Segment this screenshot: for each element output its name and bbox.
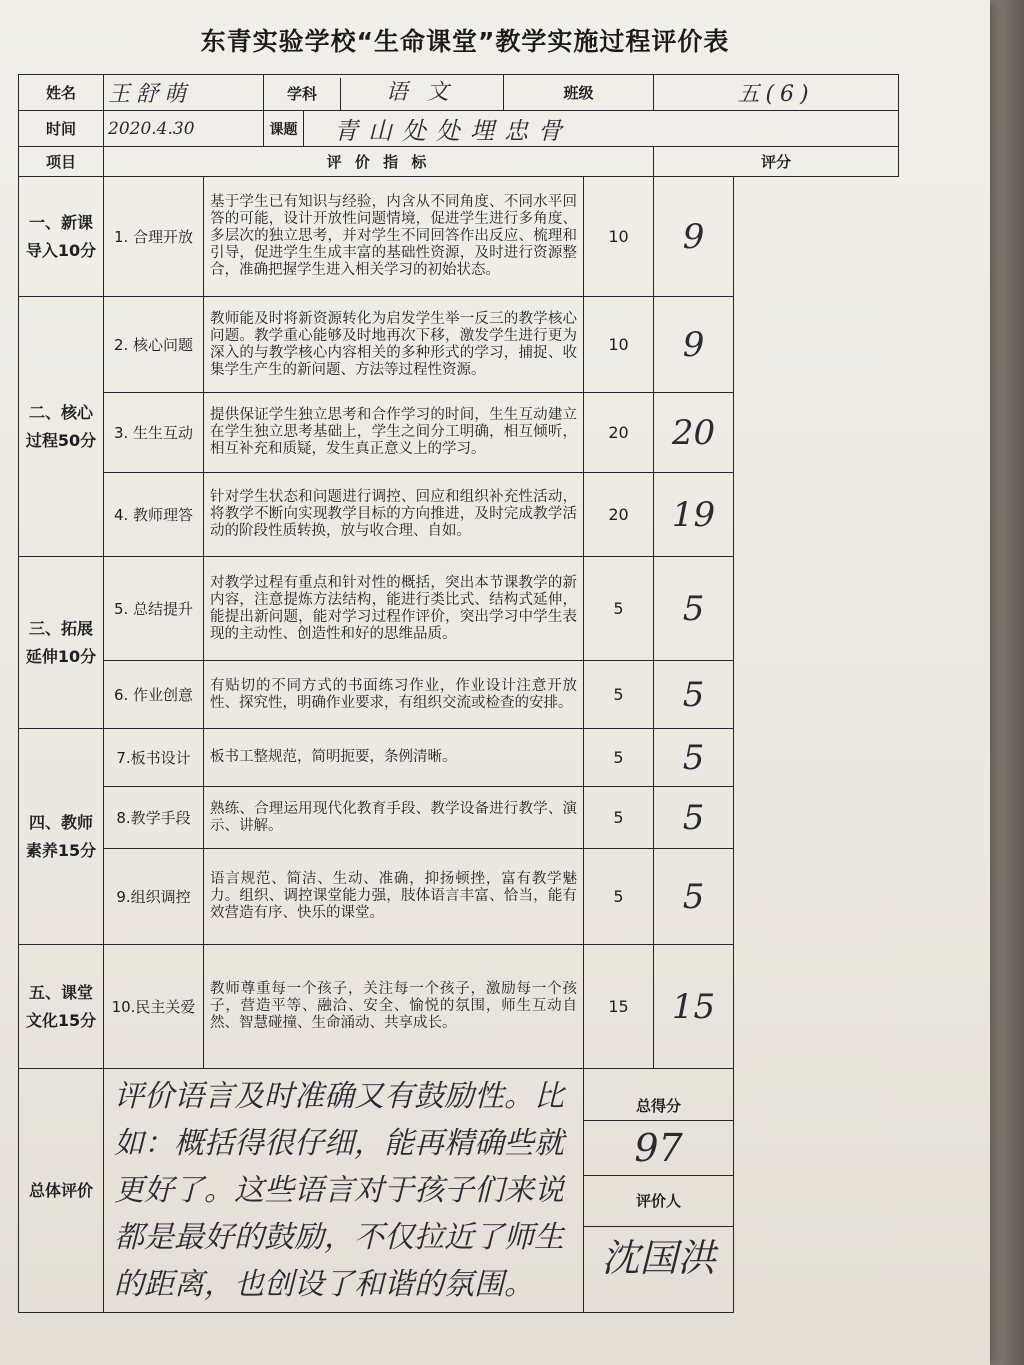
item-max-points: 20 [584, 473, 654, 557]
item-criteria: 熟练、合理运用现代化教育手段、教学设备进行教学、演示、讲解。 [204, 787, 584, 849]
item-criteria: 教师尊重每一个孩子，关注每一个孩子，激励每一个孩子，营造平等、融洽、安全、愉悦的氛围，师生互动自然、智慧碰撞、生命涌动、共享成长。 [204, 945, 584, 1069]
item-name: 1. 合理开放 [104, 177, 204, 297]
overall-row [19, 1069, 899, 1313]
item-criteria: 提供保证学生独立思考和合作学习的时间，生生互动建立在学生独立思考基础上，学生之间分工明确，相互倾听，相互补充和质疑，发生真正意义上的学习。 [204, 393, 584, 473]
item-score: 5 [654, 557, 734, 661]
section-label: 五、课堂文化15分 [19, 945, 104, 1069]
item-criteria: 有贴切的不同方式的书面练习作业，作业设计注意开放性、探究性，明确作业要求，有组织交流或检查的安排。 [204, 661, 584, 729]
table-row [19, 473, 899, 557]
table-row [19, 557, 899, 661]
item-name: 7.板书设计 [104, 729, 204, 787]
item-name: 4. 教师理答 [104, 473, 204, 557]
item-name: 10.民主关爱 [104, 945, 204, 1069]
class-label: 班级 [504, 75, 654, 111]
item-max-points: 20 [584, 393, 654, 473]
section-label: 三、拓展延伸10分 [19, 557, 104, 729]
item-max-points: 10 [584, 297, 654, 393]
section-label: 四、教师素养15分 [19, 729, 104, 945]
subject-value: 语 文 [385, 80, 455, 105]
name-label: 姓名 [19, 75, 104, 111]
item-name: 8.教学手段 [104, 787, 204, 849]
overall-comment: 评价语言及时准确又有鼓励性。比如：概括得很仔细，能再精确些就更好了。这些语言对于孩子们来说都是最好的鼓励，不仅拉近了师生的距离，也创设了和谐的氛围。 [104, 1069, 584, 1313]
item-criteria: 针对学生状态和问题进行调控、回应和组织补充性活动，将教学不断向实现教学目标的方向推进，及时完成教学活动的阶段性质转换，放与收合理、自如。 [204, 473, 584, 557]
evaluator-label: 评价人 [584, 1176, 733, 1227]
item-score: 9 [654, 297, 734, 393]
item-name: 5. 总结提升 [104, 557, 204, 661]
item-score: 5 [654, 849, 734, 945]
table-row [19, 849, 899, 945]
item-score: 5 [654, 661, 734, 729]
item-criteria: 语言规范、简洁、生动、准确，抑扬顿挫，富有教学魅力。组织、调控课堂能力强，肢体语言丰富、恰当，能有效营造有序、快乐的课堂。 [204, 849, 584, 945]
item-name: 2. 核心问题 [104, 297, 204, 393]
item-max-points: 15 [584, 945, 654, 1069]
item-criteria: 对教学过程有重点和针对性的概括，突出本节课教学的新内容，注意提炼方法结构，能进行类比式、结构式延伸，能提出新问题，能对学习过程作评价，突出学习中学生表现的主动性、创造性和好的思维品质。 [204, 557, 584, 661]
table-row [19, 177, 899, 297]
item-score: 9 [654, 177, 734, 297]
header-row-1 [19, 75, 899, 111]
evaluator-signature: 沈国洪 [601, 1236, 716, 1280]
header-row-2 [19, 111, 899, 147]
item-score: 20 [654, 393, 734, 473]
form-title: 东青实验学校“生命课堂”教学实施过程评价表 [200, 27, 730, 56]
item-criteria: 教师能及时将新资源转化为启发学生举一反三的教学核心问题。教学重心能够及时地再次下移，激发学生进行更为深入的与教学核心内容相关的多种形式的学习，捕捉、收集学生产生的新问题、方法等过程性资源。 [204, 297, 584, 393]
table-row [19, 661, 899, 729]
total-score-label: 总得分 [584, 1092, 733, 1121]
item-criteria: 基于学生已有知识与经验，内含从不同角度、不同水平回答的可能，设计开放性问题情境，促进学生进行多角度、多层次的独立思考，并对学生不同回答作出反应、梳理和引导，促进学生生成丰富的基础性资源，及时进行资源整合，准确把握学生进入相关学习的初始状态。 [204, 177, 584, 297]
section-label: 一、新课导入10分 [19, 177, 104, 297]
evaluation-table [18, 74, 899, 1313]
item-max-points: 5 [584, 787, 654, 849]
item-criteria: 板书工整规范，简明扼要，条例清晰。 [204, 729, 584, 787]
topic-label: 课题 [264, 111, 304, 147]
item-score: 5 [654, 787, 734, 849]
table-row [19, 945, 899, 1069]
item-max-points: 10 [584, 177, 654, 297]
total-score-value: 97 [584, 1121, 733, 1176]
table-row [19, 787, 899, 849]
score-column-header: 评分 [654, 147, 899, 177]
column-header-row [19, 147, 899, 177]
item-name: 3. 生生互动 [104, 393, 204, 473]
name-value: 王舒萌 [104, 75, 264, 111]
overall-label: 总体评价 [19, 1069, 104, 1313]
table-row [19, 393, 899, 473]
topic-value: 青山处处埋忠骨 [304, 111, 899, 147]
criteria-column-header: 评 价 指 标 [104, 147, 654, 177]
time-value: 2020.4.30 [104, 111, 264, 147]
time-label: 时间 [19, 111, 104, 147]
item-max-points: 5 [584, 849, 654, 945]
item-name: 6. 作业创意 [104, 661, 204, 729]
item-max-points: 5 [584, 661, 654, 729]
item-name: 9.组织调控 [104, 849, 204, 945]
item-max-points: 5 [584, 557, 654, 661]
project-column-header: 项目 [19, 147, 104, 177]
table-row [19, 297, 899, 393]
item-score: 5 [654, 729, 734, 787]
subject-label: 学科 [264, 78, 341, 110]
section-label: 二、核心过程50分 [19, 297, 104, 557]
item-score: 15 [654, 945, 734, 1069]
item-score: 19 [654, 473, 734, 557]
table-row [19, 729, 899, 787]
item-max-points: 5 [584, 729, 654, 787]
class-value: 五(6) [654, 75, 899, 111]
